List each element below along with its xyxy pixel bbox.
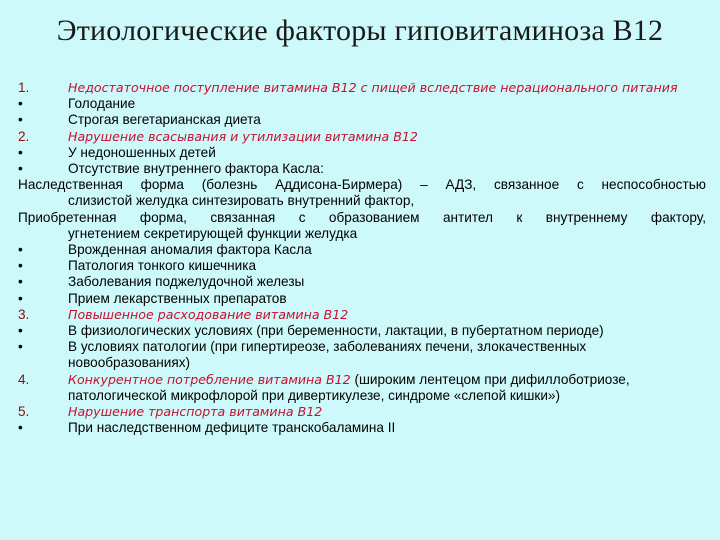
item-text bbox=[68, 372, 706, 404]
item-text: У недоношенных детей bbox=[68, 144, 216, 160]
bullet-icon: • bbox=[18, 161, 23, 177]
item-text: Нарушение всасывания и утилизации витамина В12 bbox=[68, 128, 418, 144]
item-text: Патология тонкого кишечника bbox=[68, 258, 257, 274]
paragraph-line: слизистой желудка синтезировать внутренний фактор, bbox=[68, 193, 415, 209]
bullet-item bbox=[18, 112, 706, 128]
bullet-item bbox=[18, 323, 706, 339]
bullet-item bbox=[18, 291, 706, 307]
item-detail: (широким лентецом при дифиллоботриозе, патологической микрофлорой при дивертикулезе, синдроме «слепой кишки») bbox=[68, 371, 630, 403]
bullet-item bbox=[18, 420, 706, 436]
paragraph-line: угнетением секретирующей функции желудка bbox=[68, 225, 358, 241]
item-text: Прием лекарственных препаратов bbox=[68, 290, 287, 306]
bullet-icon: • bbox=[18, 420, 23, 436]
numbered-item bbox=[18, 80, 706, 96]
bullet-icon: • bbox=[18, 258, 23, 274]
bullet-item bbox=[18, 145, 706, 161]
bullet-icon: • bbox=[18, 96, 23, 112]
paragraph bbox=[18, 210, 706, 242]
numbered-item bbox=[18, 307, 706, 323]
item-text: Нарушение транспорта витамина В12 bbox=[68, 404, 323, 420]
item-heading: Конкурентное потребление витамина В12 bbox=[68, 371, 351, 387]
slide-title: Этиологические факторы гиповитаминоза В12 bbox=[56, 14, 664, 47]
bullet-icon: • bbox=[18, 323, 23, 339]
bullet-item bbox=[18, 258, 706, 274]
paragraph-line: Наследственная форма (болезнь Аддисона-Бирмера) – АДЗ, связанное с неспособностью bbox=[18, 177, 706, 193]
bullet-icon: • bbox=[18, 242, 23, 258]
item-text: Врожденная аномалия фактора Касла bbox=[68, 242, 312, 258]
bullet-icon: • bbox=[18, 274, 23, 290]
item-text: Повышенное расходование витамина В12 bbox=[68, 306, 349, 322]
bullet-item bbox=[18, 96, 706, 112]
item-number: 1. bbox=[18, 80, 30, 95]
bullet-icon: • bbox=[18, 112, 23, 128]
paragraph-line: Приобретенная форма, связанная с образованием антител к внутреннему фактору, bbox=[18, 209, 706, 225]
item-number: 4. bbox=[18, 371, 30, 387]
item-text: В физиологических условиях (при беременности, лактации, в пубертатном периоде) bbox=[68, 323, 604, 339]
bullet-item bbox=[18, 339, 706, 371]
item-number: 5. bbox=[18, 404, 30, 420]
item-number: 2. bbox=[18, 128, 30, 144]
bullet-item bbox=[18, 242, 706, 258]
item-number: 3. bbox=[18, 306, 30, 322]
item-text: При наследственном дефиците транскобаламина II bbox=[68, 420, 396, 436]
item-text: Голодание bbox=[68, 96, 136, 112]
bullet-item bbox=[18, 274, 706, 290]
numbered-item bbox=[18, 372, 706, 404]
item-text: Строгая вегетарианская диета bbox=[68, 112, 261, 128]
bullet-icon: • bbox=[18, 290, 23, 306]
paragraph bbox=[18, 177, 706, 209]
item-text: Недостаточное поступление витамина В12 с пищей вследствие нерационального питания bbox=[68, 80, 678, 95]
bullet-icon: • bbox=[18, 339, 23, 355]
item-text: Отсутствие внутреннего фактора Касла: bbox=[68, 161, 324, 177]
bullet-icon: • bbox=[18, 144, 23, 160]
item-text: В условиях патологии (при гипертиреозе, заболеваниях печени, злокачественных новообразованиях) bbox=[68, 339, 587, 371]
content-list bbox=[18, 80, 706, 436]
numbered-item bbox=[18, 129, 706, 145]
item-text: Заболевания поджелудочной железы bbox=[68, 274, 305, 290]
numbered-item bbox=[18, 404, 706, 420]
bullet-item bbox=[18, 161, 706, 177]
